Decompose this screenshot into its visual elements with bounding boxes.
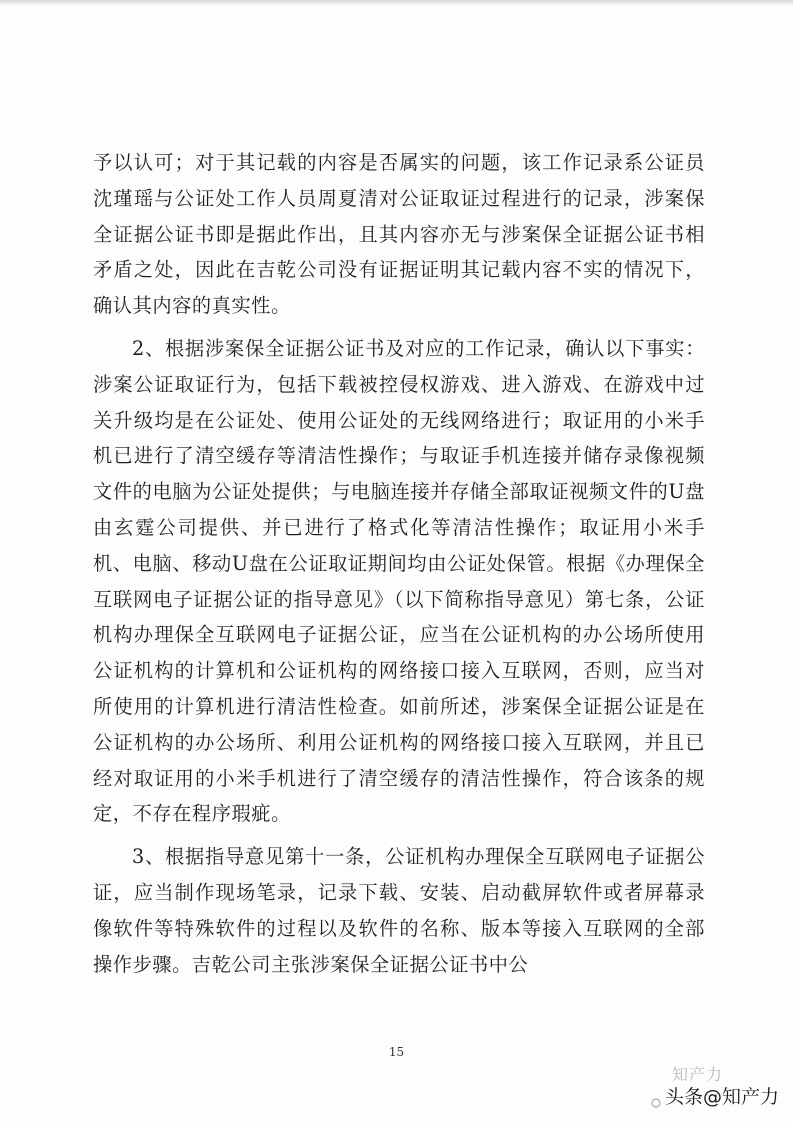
toutiao-logo-icon <box>651 1091 661 1101</box>
brand-text: 头条@知产力 <box>664 1086 779 1108</box>
brand-label <box>651 1082 779 1109</box>
document-body <box>93 145 705 989</box>
watermark-text: 知产力 <box>672 1065 724 1084</box>
page-number: 15 <box>388 1045 405 1059</box>
paragraph-continuation: 予以认可；对于其记载的内容是否属实的问题，该工作记录系公证员沈瑾瑶与公证处工作人员周夏清对公证取证过程进行的记录，涉案保全证据公证书即是据此作出，且其内容亦无与涉案保全证据公证书相矛盾之处，因此在吉乾公司没有证据证明其记载内容不实的情况下，确认其内容的真实性。 <box>93 151 705 318</box>
paragraph-point-2: 2、根据涉案保全证据公证书及对应的工作记录，确认以下事实：涉案公证取证行为，包括下载被控侵权游戏、进入游戏、在游戏中过关升级均是在公证处、使用公证处的无线网络进行；取证用的小米手机已进行了清空缓存等清洁性操作；与取证手机连接并储存录像视频文件的电脑为公证处提供；与电脑连接并存储全部取证视频文件的U盘由玄霆公司提供、并已进行了格式化等清洁性操作；取证用小米手机、电脑、移动U盘在公证取证期间均由公证处保管。根据《办理保全互联网电子证据公证的指导意见》（以下简称指导意见）第七条，公证机构办理保全互联网电子证据公证，应当在公证机构的办公场所使用公证机构的计算机和公证机构的网络接口接入互联网，否则，应当对所使用的计算机进行清洁性检查。如前所述，涉案保全证据公证是在公证机构的办公场所、利用公证机构的网络接口接入互联网，并且已经对取证用的小米手机进行了清空缓存的清洁性操作，符合该条的规定，不存在程序瑕疵。 <box>93 336 705 826</box>
paragraph-point-3: 3、根据指导意见第十一条，公证机构办理保全互联网电子证据公证，应当制作现场笔录，记录下载、安装、启动截屏软件或者屏幕录像软件等特殊软件的过程以及软件的名称、版本等接入互联网的全部操作步骤。吉乾公司主张涉案保全证据公证书中公 <box>93 845 705 976</box>
scan-top-edge <box>0 0 793 6</box>
